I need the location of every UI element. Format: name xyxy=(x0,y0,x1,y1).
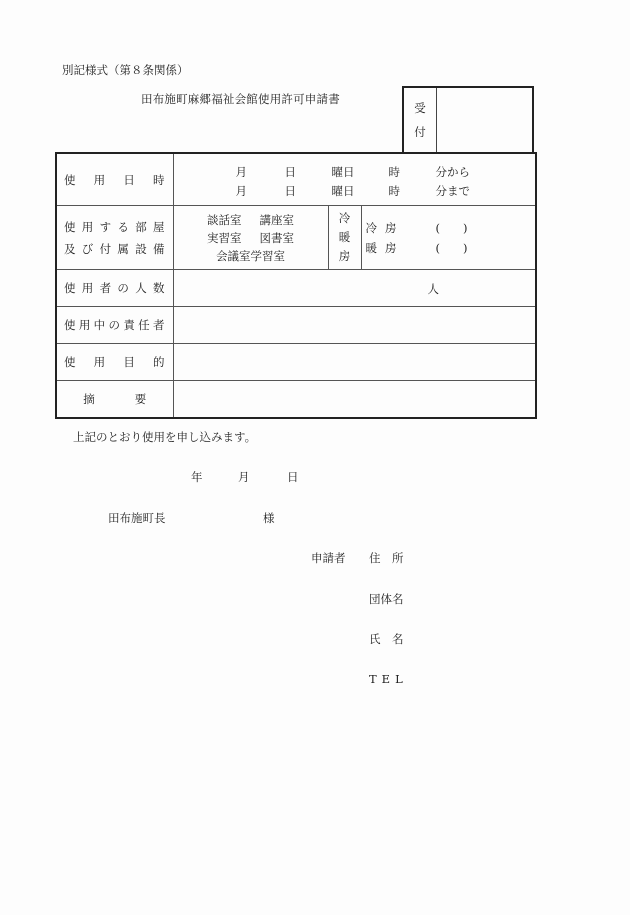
applicant-address-label: 住 所 xyxy=(369,551,404,565)
application-table xyxy=(55,152,537,419)
label-char: 使 xyxy=(64,219,76,234)
end-weekday-unit: 曜日 xyxy=(331,183,355,198)
room-option-jisshushitsu[interactable]: 実習室 xyxy=(207,230,242,245)
usage-datetime-field[interactable] xyxy=(173,153,536,206)
reception-stamp-area xyxy=(437,88,532,152)
responsible-field[interactable] xyxy=(173,307,536,344)
start-month-unit: 月 xyxy=(235,164,247,179)
label-char: 中 xyxy=(93,318,106,332)
label-char: 使 xyxy=(64,355,76,369)
reception-box xyxy=(402,86,534,152)
hvac-option-heating[interactable] xyxy=(366,238,536,258)
label-char: 用 xyxy=(93,172,106,187)
label-char: 摘 xyxy=(83,392,95,406)
table-row-remarks xyxy=(56,381,536,419)
label-char: 房 xyxy=(338,249,351,263)
table-row-attendees xyxy=(56,270,536,307)
end-day-unit: 日 xyxy=(284,183,296,198)
label-char: 人 xyxy=(135,281,147,295)
label-char: 任 xyxy=(138,318,150,332)
table-row-rooms xyxy=(56,206,536,270)
label-char: す xyxy=(99,219,112,234)
start-minute-unit: 分から xyxy=(435,164,470,179)
end-datetime-line xyxy=(174,181,536,200)
application-date[interactable] xyxy=(0,469,630,485)
label-char: 部 xyxy=(135,219,147,234)
room-option-danwashitsu[interactable]: 談話室 xyxy=(207,212,242,227)
label-char: 用 xyxy=(78,318,91,332)
purpose-field[interactable] xyxy=(173,344,536,381)
label-char: び xyxy=(81,241,94,256)
label-char: 日 xyxy=(123,172,135,187)
label-responsible xyxy=(56,307,173,344)
room-option-kozashitsu[interactable]: 講座室 xyxy=(259,212,294,227)
addressee-honorific: 様 xyxy=(263,511,275,525)
cooling-label: 冷房 xyxy=(365,220,405,235)
room-option-toshoshitsu[interactable]: 図書室 xyxy=(259,230,294,245)
reception-label xyxy=(404,88,437,152)
addressee-name: 田布施町長 xyxy=(108,511,166,525)
label-char: 設 xyxy=(135,241,147,256)
label-char: 責 xyxy=(123,318,135,332)
hvac-options-cell xyxy=(361,206,536,270)
label-char: 的 xyxy=(152,355,165,369)
label-char: 使 xyxy=(64,318,76,332)
label-remarks xyxy=(56,381,173,419)
form-reference: 別記様式（第８条関係） xyxy=(62,63,189,77)
label-char: 用 xyxy=(81,219,94,234)
hvac-option-cooling[interactable] xyxy=(366,218,536,238)
label-char: 備 xyxy=(152,241,165,256)
table-row-responsible xyxy=(56,307,536,344)
start-datetime-line xyxy=(174,162,536,181)
label-char: 使 xyxy=(64,172,76,187)
label-char: 時 xyxy=(152,172,165,187)
cooling-value-field[interactable]: ( ) xyxy=(435,220,468,235)
date-year-unit: 年 xyxy=(191,470,203,484)
applicant-organization-label: 団体名 xyxy=(369,592,404,606)
label-usage-datetime xyxy=(56,153,173,206)
applicant-tel-label: TEL xyxy=(369,672,408,686)
label-char: 者 xyxy=(152,318,165,332)
label-char: 暖 xyxy=(338,230,351,244)
label-char: 者 xyxy=(99,281,112,295)
end-minute-unit: 分まで xyxy=(435,183,470,198)
table-row-purpose xyxy=(56,344,536,381)
label-char: る xyxy=(117,219,129,234)
table-row-usage-datetime xyxy=(56,153,536,206)
date-month-unit: 月 xyxy=(238,470,250,484)
start-day-unit: 日 xyxy=(284,164,296,179)
label-char: 冷 xyxy=(338,211,351,225)
label-char: 使 xyxy=(64,281,76,295)
label-char: 目 xyxy=(123,355,135,369)
start-weekday-unit: 曜日 xyxy=(331,164,355,179)
room-options-cell xyxy=(173,206,328,270)
start-hour-unit: 時 xyxy=(388,164,400,179)
applicant-label: 申請者 xyxy=(311,551,346,565)
applicant-name-label: 氏 名 xyxy=(369,632,404,646)
label-char: 付 xyxy=(99,241,112,256)
label-char: 用 xyxy=(81,281,94,295)
attendees-unit: 人 xyxy=(427,282,439,296)
end-month-unit: 月 xyxy=(235,183,247,198)
reception-label-char: 付 xyxy=(414,125,426,139)
label-char: 屋 xyxy=(152,219,165,234)
label-char: 用 xyxy=(93,355,106,369)
end-hour-unit: 時 xyxy=(388,183,400,198)
label-char: 要 xyxy=(134,392,147,406)
date-day-unit: 日 xyxy=(287,470,299,484)
declaration-text: 上記のとおり使用を申し込みます。 xyxy=(73,430,257,444)
attendees-field[interactable] xyxy=(173,270,536,307)
heating-value-field[interactable]: ( ) xyxy=(435,240,468,255)
label-char: の xyxy=(117,281,129,295)
label-char: 数 xyxy=(152,281,165,295)
label-rooms-equipment xyxy=(56,206,173,270)
remarks-field[interactable] xyxy=(173,381,536,419)
document-title: 田布施町麻郷福祉会館使用許可申請書 xyxy=(141,92,340,106)
label-purpose xyxy=(56,344,173,381)
reception-label-char: 受 xyxy=(414,101,426,115)
heating-label: 暖房 xyxy=(365,240,405,255)
hvac-label-cell xyxy=(328,206,361,270)
label-attendees xyxy=(56,270,173,307)
label-char: の xyxy=(108,318,120,332)
room-option-kaigishitsu-gakushushitsu[interactable]: 会議室学習室 xyxy=(216,248,285,263)
label-char: 及 xyxy=(64,241,76,256)
label-char: 属 xyxy=(117,241,129,256)
